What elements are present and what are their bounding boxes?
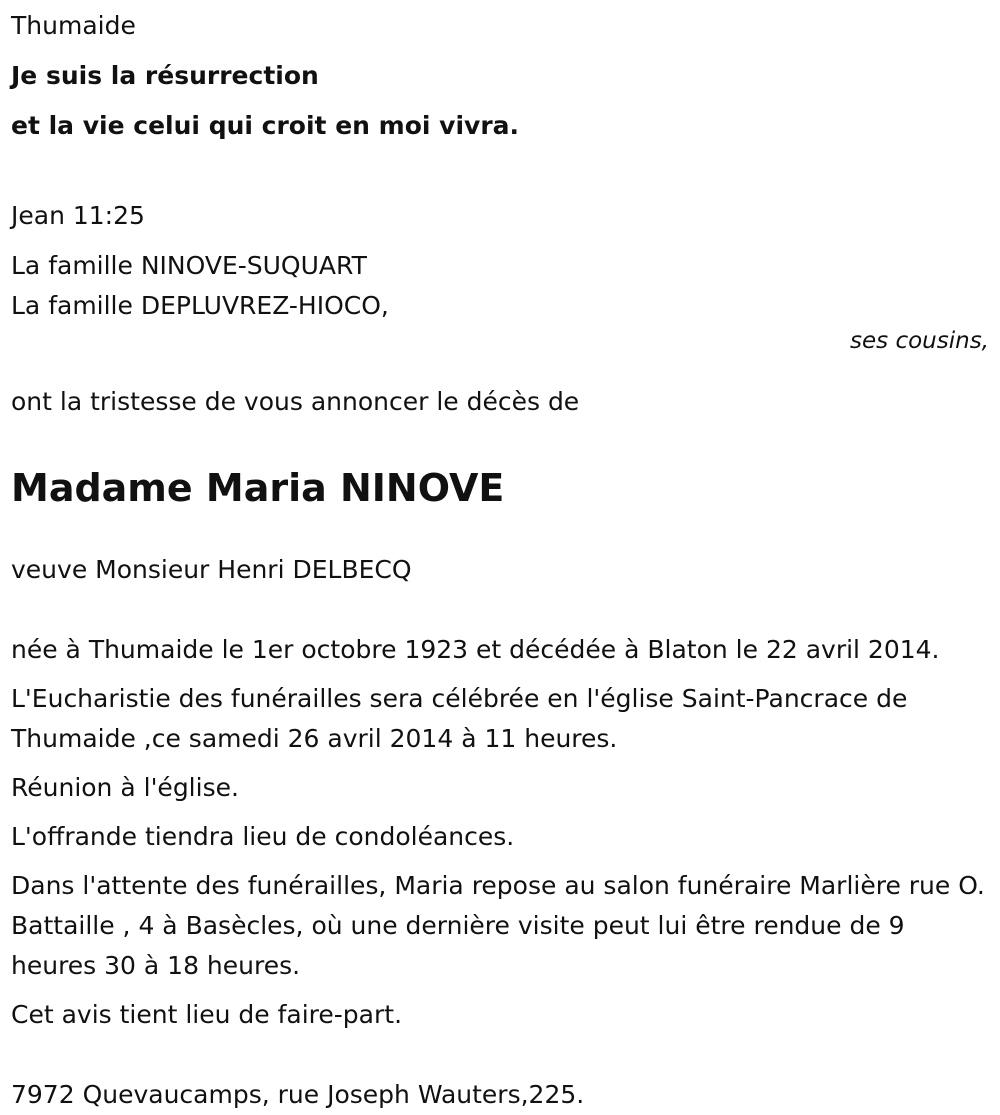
obituary-notice [11, 6, 993, 1115]
birth-death-line: née à Thumaide le 1er octobre 1923 et décédée à Blaton le 22 avril 2014. [11, 635, 940, 664]
address-line: 7972 Quevaucamps, rue Joseph Wauters,225. [11, 1080, 585, 1109]
meeting-line: Réunion à l'église. [11, 773, 239, 802]
viewing-paragraph: Dans l'attente des funérailles, Maria repose au salon funéraire Marlière rue O. Battaille , 4 à Basècles, où une dernière visite peut lui être rendue de 9 heures 30 à 18 heures. [11, 871, 993, 980]
relation-label: ses cousins, [850, 328, 989, 354]
spouse-line: veuve Monsieur Henri DELBECQ [11, 555, 412, 584]
family-line-1: La famille NINOVE-SUQUART [11, 251, 367, 280]
place-heading: Thumaide [11, 11, 136, 40]
announcement-text: ont la tristesse de vous annoncer le décès de [11, 387, 580, 416]
ceremony-paragraph: L'Eucharistie des funérailles sera célébrée en l'église Saint-Pancrace de Thumaide ,ce samedi 26 avril 2014 à 11 heures. [11, 684, 916, 753]
deceased-name: Madame Maria NINOVE [11, 466, 505, 510]
verse-line-1: Je suis la résurrection [11, 61, 319, 90]
offering-line: L'offrande tiendra lieu de condoléances. [11, 822, 515, 851]
notice-line: Cet avis tient lieu de faire-part. [11, 1000, 403, 1029]
verse-reference: Jean 11:25 [11, 201, 145, 230]
family-line-2: La famille DEPLUVREZ-HIOCO, [11, 291, 389, 320]
verse-line-2: et la vie celui qui croit en moi vivra. [11, 111, 520, 140]
